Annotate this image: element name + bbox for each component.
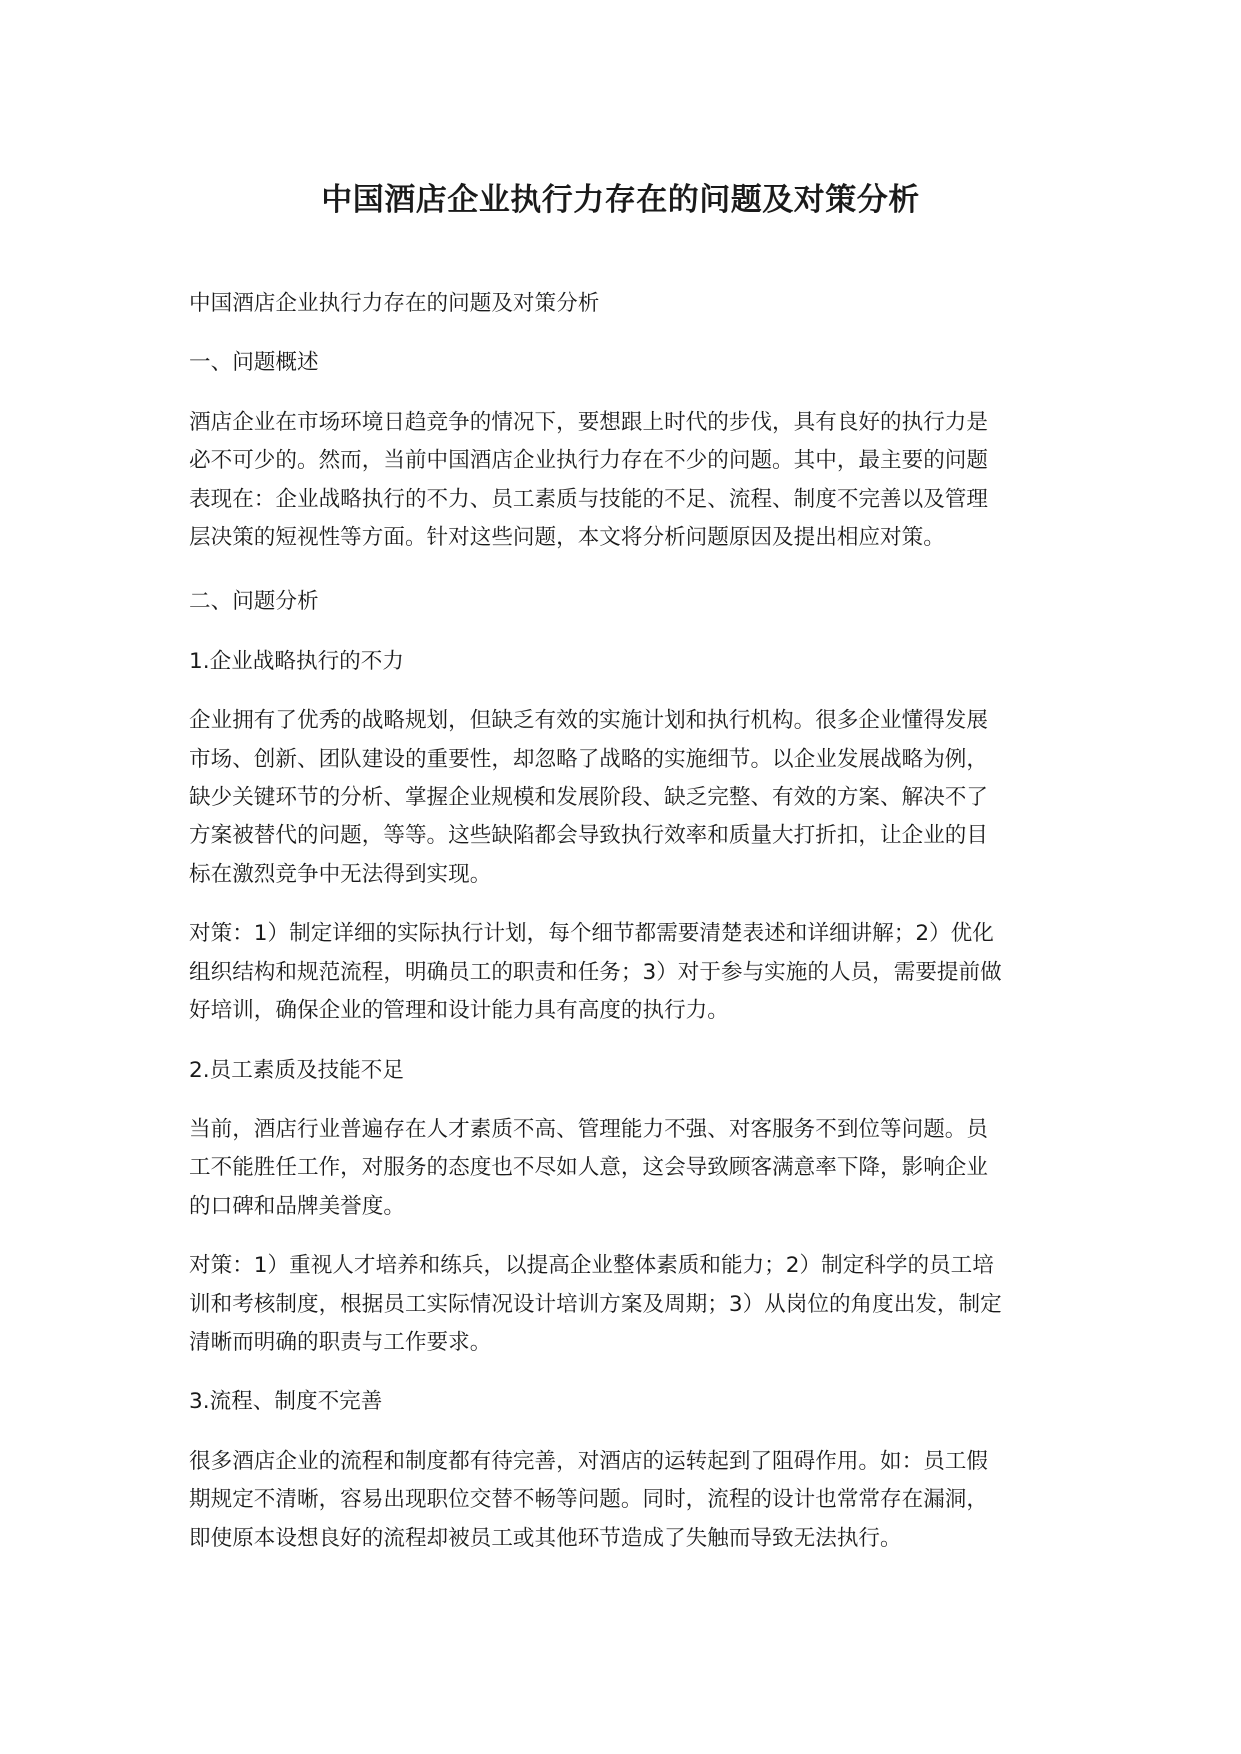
text-line: 训和考核制度，根据员工实际情况设计培训方案及周期；3）从岗位的角度出发，制定 (189, 1291, 1002, 1317)
text-line: 对策：1）重视人才培养和练兵，以提高企业整体素质和能力；2）制定科学的员工培 (189, 1253, 994, 1279)
strategy-countermeasures (189, 915, 1059, 1030)
text-line: 缺少关键环节的分析、掌握企业规模和发展阶段、缺乏完整、有效的方案、解决不了 (189, 785, 988, 811)
section-heading-overview (189, 344, 1059, 382)
text-line: 对策：1）制定详细的实际执行计划，每个细节都需要清楚表述和详细讲解；2）优化 (189, 921, 994, 947)
text-line: 工不能胜任工作，对服务的态度也不尽如人意，这会导致顾客满意率下降，影响企业 (189, 1155, 988, 1181)
text-line: 组织结构和规范流程，明确员工的职责和任务；3）对于参与实施的人员，需要提前做 (189, 959, 1002, 985)
subheading-strategy (189, 643, 1059, 681)
text-line: 期规定不清晰，容易出现职位交替不畅等问题。同时，流程的设计也常常存在漏洞， (189, 1487, 988, 1513)
subheading-staff (189, 1052, 1059, 1090)
text-line: 一、问题概述 (189, 350, 319, 376)
text-line: 当前，酒店行业普遍存在人才素质不高、管理能力不强、对客服务不到位等问题。员 (189, 1116, 988, 1142)
strategy-paragraph (189, 702, 1059, 894)
process-paragraph (189, 1443, 1059, 1558)
text-line: 3.流程、制度不完善 (189, 1389, 383, 1415)
document-title: 中国酒店企业执行力存在的问题及对策分析 (321, 182, 920, 218)
text-line: 2.员工素质及技能不足 (189, 1057, 404, 1083)
text-line: 标在激烈竞争中无法得到实现。 (189, 861, 492, 887)
text-line: 好培训，确保企业的管理和设计能力具有高度的执行力。 (189, 998, 729, 1024)
text-line: 即使原本设想良好的流程却被员工或其他环节造成了失触而导致无法执行。 (189, 1525, 902, 1551)
text-line: 方案被替代的问题，等等。这些缺陷都会导致执行效率和质量大打折扣，让企业的目 (189, 823, 988, 849)
text-line: 必不可少的。然而，当前中国酒店企业执行力存在不少的问题。其中，最主要的问题 (189, 448, 988, 474)
text-line: 二、问题分析 (189, 589, 319, 615)
staff-countermeasures (189, 1247, 1059, 1362)
text-line: 层决策的短视性等方面。针对这些问题，本文将分析问题原因及提出相应对策。 (189, 525, 945, 551)
text-line: 很多酒店企业的流程和制度都有待完善，对酒店的运转起到了阻碍作用。如：员工假 (189, 1448, 988, 1474)
text-line: 企业拥有了优秀的战略规划，但缺乏有效的实施计划和执行机构。很多企业懂得发展 (189, 708, 988, 734)
text-line: 酒店企业在市场环境日趋竞争的情况下，要想跟上时代的步伐，具有良好的执行力是 (189, 409, 988, 435)
text-line: 市场、创新、团队建设的重要性，却忽略了战略的实施细节。以企业发展战略为例， (189, 746, 988, 772)
text-line: 中国酒店企业执行力存在的问题及对策分析 (189, 291, 600, 316)
text-line: 清晰而明确的职责与工作要求。 (189, 1329, 492, 1355)
subtitle-paragraph (189, 285, 1059, 323)
overview-paragraph (189, 404, 1059, 558)
text-line: 的口碑和品牌美誉度。 (189, 1193, 405, 1219)
section-heading-analysis (189, 583, 1059, 621)
document-body (189, 285, 1059, 1558)
staff-paragraph (189, 1111, 1059, 1226)
text-line: 1.企业战略执行的不力 (189, 648, 404, 674)
subheading-process (189, 1383, 1059, 1421)
text-line: 表现在：企业战略执行的不力、员工素质与技能的不足、流程、制度不完善以及管理 (189, 486, 988, 512)
